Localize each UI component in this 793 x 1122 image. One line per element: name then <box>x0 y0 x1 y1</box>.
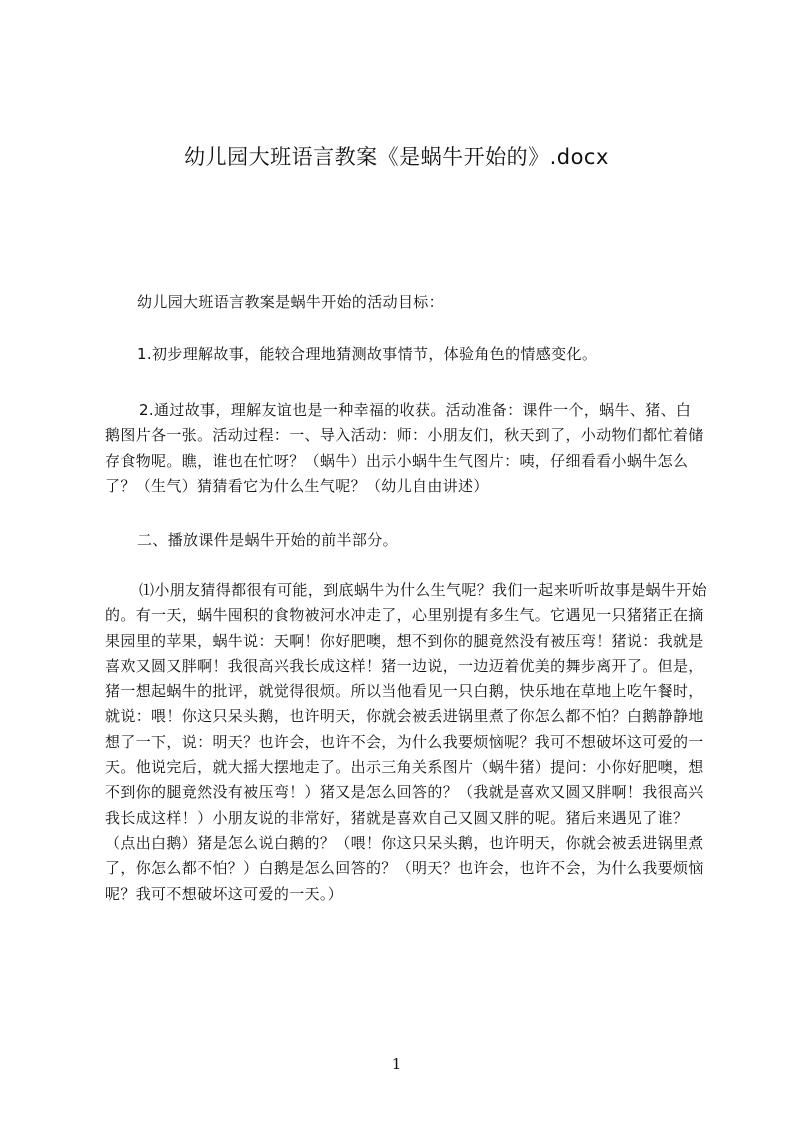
paragraph-section-2: 二、播放课件是蜗牛开始的前半部分。 <box>137 531 398 549</box>
paragraph-goal-1: 1.初步理解故事，能较合理地猜测故事情节，体验角色的情感变化。 <box>137 345 598 363</box>
page-number: 1 <box>391 1055 402 1073</box>
document-title: 幼儿园大班语言教案《是蜗牛开始的》.docx <box>184 145 609 169</box>
paragraph-activity-goals-heading: 幼儿园大班语言教案是蜗牛开始的活动目标： <box>137 293 445 311</box>
paragraph-goal-2: 2.通过故事，理解友谊也是一种幸福的收获。活动准备：课件一个，蜗牛、猪、白鹅图片各一张。活动过程：一、导入活动：师：小朋友们，秋天到了，小动物们都忙着储存食物呢。瞧，谁也在忙呀？（蜗牛）出示小蜗牛生气图片：咦，仔细看看小蜗牛怎么了？（生气）猜猜看它为什么生气呢？（幼儿自由讲述） <box>105 401 704 495</box>
paragraph-story: ⑴小朋友猜得都很有可能，到底蜗牛为什么生气呢？我们一起来听听故事是蜗牛开始的。有一天，蜗牛囤积的食物被河水冲走了，心里别提有多生气。它遇见一只猪猪正在摘果园里的苹果，蜗牛说：天啊！你好肥噢，想不到你的腿竟然没有被压弯！猪说：我就是喜欢又圆又胖啊！我很高兴我长成这样！猪一边说，一边迈着优美的舞步离开了。但是，猪一想起蜗牛的批评，就觉得很烦。所以当他看见一只白鹅，快乐地在草地上吃午餐时，就说：喂！你这只呆头鹅，也许明天，你就会被丢进锅里煮了你怎么都不怕？白鹅静静地想了一下，说：明天？也许会，也许不会，为什么我要烦恼呢？我可不想破坏这可爱的一天。他说完后，就大摇大摆地走了。出示三角关系图片（蜗牛猪）提问：小你好肥噢，想不到你的腿竟然没有被压弯！）猪又是怎么回答的？（我就是喜欢又圆又胖啊！我很高兴我长成这样！）小朋友说的非常好，猪就是喜欢自己又圆又胖的呢。猪后来遇见了谁？（点出白鹅）猪是怎么说白鹅的？（喂！你这只呆头鹅，也许明天，你就会被丢进锅里煮了，你怎么都不怕？）白鹅是怎么回答的？（明天？也许会，也许不会，为什么我要烦恼呢？我可不想破坏这可爱的一天。） <box>105 581 707 903</box>
